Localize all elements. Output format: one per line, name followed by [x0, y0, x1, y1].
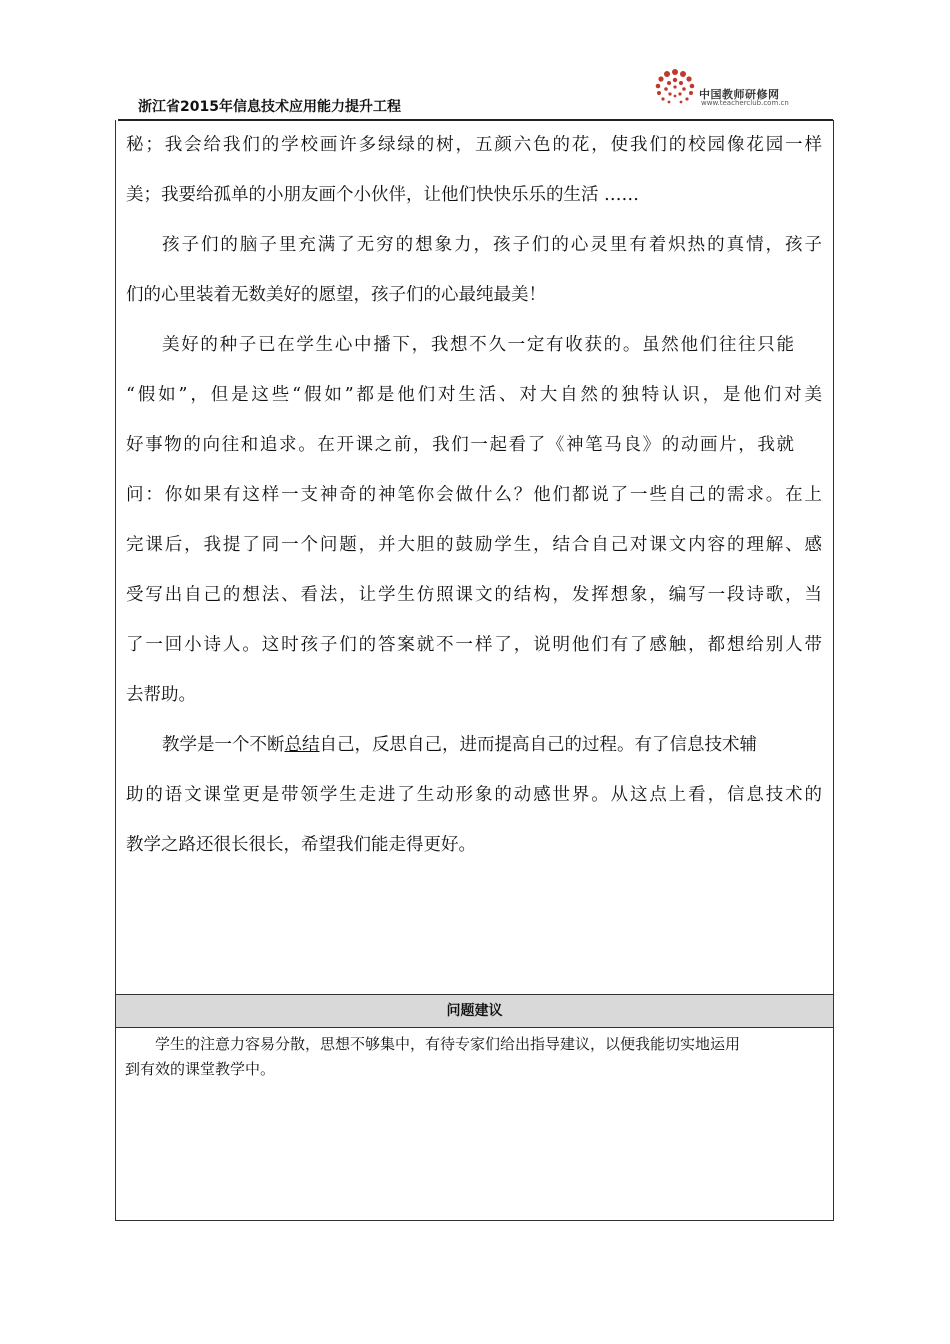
logo [647, 66, 797, 110]
text-segment: 自己，反思自己，进而提高自己的过程。有了信息技术辅 [319, 735, 757, 755]
reflection-text [126, 120, 822, 870]
suggestions-cell [115, 1027, 834, 1221]
text-line: 好事物的向往和追求。在开课之前，我们一起看了《神笔马良》的动画片，我就 [126, 435, 794, 455]
underlined-word: 总结 [284, 735, 320, 755]
text-line: 秘；我会给我们的学校画许多绿绿的树，五颜六色的花，使我们的校园像花园一样 [126, 135, 822, 155]
text-line: 受写出自己的想法、看法，让学生仿照课文的结构，发挥想象，编写一段诗歌，当 [126, 585, 822, 605]
text-line: 们的心里装着无数美好的愿望，孩子们的心最纯最美！ [126, 285, 546, 305]
text-line: 了一回小诗人。这时孩子们的答案就不一样了，说明他们有了感触，都想给别人带 [126, 635, 822, 655]
text-line: 到有效的课堂教学中。 [125, 1060, 276, 1078]
text-segment: 教学是一个不断 [162, 735, 285, 755]
text-line: 学生的注意力容易分散，思想不够集中，有待专家们给出指导建议，以便我能切实地运用 [155, 1035, 741, 1053]
text-line: 美好的种子已在学生心中播下，我想不久一定有收获的。虽然他们往往只能 [162, 335, 794, 355]
logo-name: 中国教师研修网 [699, 88, 780, 101]
page-header [118, 60, 833, 118]
text-line: 完课后，我提了同一个问题，并大胆的鼓励学生，结合自己对课文内容的理解、感 [126, 535, 822, 555]
suggestions-text [125, 1032, 825, 1082]
text-line: 美；我要给孤单的小朋友画个小伙伴，让他们快快乐乐的生活 …… [126, 185, 640, 205]
text-line: 助的语文课堂更是带领学生走进了生动形象的动感世界。从这点上看，信息技术的 [126, 785, 822, 805]
reflection-cell [115, 120, 834, 994]
text-line: 去帮助。 [126, 685, 196, 705]
text-line: 教学之路还很长很长，希望我们能走得更好。 [126, 835, 476, 855]
text-line [126, 720, 822, 770]
header-title: 浙江省2015年信息技术应用能力提升工程 [138, 99, 401, 115]
text-line: “假如”，但是这些“假如”都是他们对生活、对大自然的独特认识，是他们对美 [126, 385, 822, 405]
suggestions-heading: 问题建议 [115, 994, 834, 1028]
logo-flower-icon [647, 66, 703, 110]
text-line: 孩子们的脑子里充满了无穷的想象力，孩子们的心灵里有着炽热的真情，孩子 [162, 235, 822, 255]
text-line: 问：你如果有这样一支神奇的神笔你会做什么？他们都说了一些自己的需求。在上 [126, 485, 822, 505]
logo-url: www.teacherclub.com.cn [701, 99, 789, 107]
